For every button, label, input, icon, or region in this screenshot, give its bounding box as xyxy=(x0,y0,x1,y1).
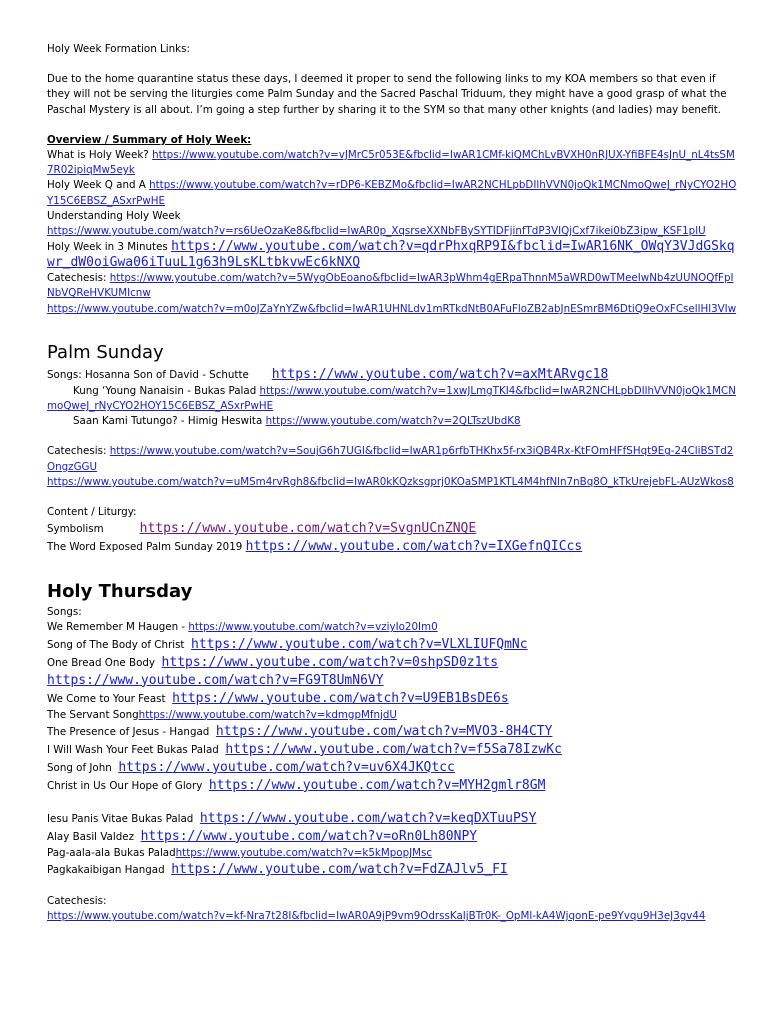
song-link[interactable]: https://www.youtube.com/watch?v=VLXLIUFQmNc xyxy=(191,636,528,652)
song-label: I Will Wash Your Feet Bukas Palad xyxy=(47,743,219,756)
song-label: The Servant Song xyxy=(47,708,139,721)
song-label: The Presence of Jesus - Hangad xyxy=(47,725,210,738)
song-row xyxy=(47,861,737,879)
palm-catechesis-link-2[interactable]: https://www.youtube.com/watch?v=uMSm4rvRgh8&fbclid=IwAR0kKQzksgprj0KOaSMP1KTL4M4hfNln7nBq8O_kTkUrejebFL-AUzWkos8 xyxy=(47,475,734,488)
song-row xyxy=(47,620,737,635)
overview-catechesis-link-2[interactable]: https://www.youtube.com/watch?v=m0oJZaYnYZw&fbclid=IwAR1UHNLdv1mRTkdNtB0AFuFloZB2abJnESmrBM6DtiQ9eOxFCsellHl3VIw xyxy=(47,302,737,315)
document-title: Holy Week Formation Links: xyxy=(47,43,190,55)
symbolism-link[interactable]: https://www.youtube.com/watch?v=SvgnUCnZNQE xyxy=(139,521,477,537)
song-row xyxy=(47,654,737,672)
song-link[interactable]: https://www.youtube.com/watch?v=U9EB1BsDE6s xyxy=(172,690,509,706)
song-label: Alay Basil Valdez xyxy=(47,830,135,843)
song-link[interactable]: https://www.youtube.com/watch?v=uv6X4JKQtcc xyxy=(118,759,455,775)
overview-three-row xyxy=(47,239,737,271)
overview-catechesis-label: Catechesis: xyxy=(47,272,107,285)
saan-label: Saan Kami Tutungo? - Himig Heswita xyxy=(73,415,263,428)
song-row xyxy=(47,810,737,828)
overview-catechesis-row xyxy=(47,271,737,301)
palm-sunday-heading: Palm Sunday xyxy=(47,341,164,363)
song-link[interactable]: https://www.youtube.com/watch?v=MVO3-8H4CTY xyxy=(215,723,553,739)
three-minutes-link[interactable]: https://www.youtube.com/watch?v=qdrPhxqRP9I&fbclid=IwAR16NK_OWqY3VJdGSkqwr_dW0oiGwa06iTuuL1g63h9LsKLtbkvwEc6kNXQ xyxy=(47,239,735,271)
overview-catechesis-link-1[interactable]: https://www.youtube.com/watch?v=5WygObEoano&fbclid=IwAR3pWhm4gERpaThnnM5aWRD0wTMeeIwNb4zUUNOQfFpINbVQReHVKUMIcnw xyxy=(47,272,734,300)
qa-label: Holy Week Q and A xyxy=(47,179,146,192)
song-row xyxy=(47,708,737,723)
hosanna-link[interactable]: https://www.youtube.com/watch?v=axMtARvgc18 xyxy=(271,366,609,382)
song-row xyxy=(47,723,737,741)
song-row xyxy=(47,741,737,759)
song-label: We Remember M Haugen - xyxy=(47,621,189,634)
word-exposed-link[interactable]: https://www.youtube.com/watch?v=IXGefnQICcs xyxy=(245,539,583,555)
thursday-catechesis-label: Catechesis: xyxy=(47,895,107,908)
song-link[interactable]: https://www.youtube.com/watch?v=0shpSD0z1ts xyxy=(161,654,499,670)
palm-catechesis-label: Catechesis: xyxy=(47,445,107,458)
song-label: One Bread One Body xyxy=(47,656,155,669)
song-link[interactable]: https://www.youtube.com/watch?v=k5kMpopJMsc xyxy=(175,846,433,859)
saan-link[interactable]: https://www.youtube.com/watch?v=2QLTszUbdK8 xyxy=(265,415,521,428)
thursday-songs-label: Songs: xyxy=(47,606,82,619)
song-row xyxy=(47,690,737,708)
song-row xyxy=(47,777,737,795)
symbolism-row xyxy=(47,520,737,538)
song-row xyxy=(47,636,737,654)
song-label: Iesu Panis Vitae Bukas Palad xyxy=(47,812,194,825)
song-label: Pag-aala-ala Bukas Palad xyxy=(47,846,176,859)
symbolism-label: Symbolism xyxy=(47,523,104,536)
kung-link[interactable]: https://www.youtube.com/watch?v=1xwJLmgTKI4&fbclid=IwAR2NCHLpbDIlhVVN0joQk1MCNmoQweJ_rNyCYO2HOY15C6EBSZ_ASxrPwHE xyxy=(47,384,736,413)
song-link[interactable]: https://www.youtube.com/watch?v=oRn0Lh80NPY xyxy=(140,828,478,844)
song-label: Christ in Us Our Hope of Glory xyxy=(47,779,203,792)
song-link[interactable]: https://www.youtube.com/watch?v=keqDXTuuPSY xyxy=(199,810,537,826)
song-label: We Come to Your Feast xyxy=(47,692,166,705)
palm-catechesis-link-1[interactable]: https://www.youtube.com/watch?v=SoujG6h7UGI&fbclid=IwAR1p6rfbTHKhx5f-rx3iQB4Rx-KtFOmHFfSHqt9Eg-24CliBSTd2OngzGGU xyxy=(47,445,734,473)
intro-paragraph: Due to the home quarantine status these days, I deemed it proper to send the following links to my KOA members so that even if they will not be serving the liturgies come Palm Sunday and the Sacred Paschal Triduum, they might have a good grasp of what the Paschal Mystery is all about. I’m going a step further by sharing it to the SYM so that many other knights (and ladies) may benefit. xyxy=(47,73,727,116)
thursday-songs-list-2 xyxy=(47,690,737,795)
palm-songs-label: Songs: Hosanna Son of David - Schutte xyxy=(47,368,249,381)
song-row xyxy=(47,846,737,861)
thursday-songs-list-3 xyxy=(47,810,737,879)
overview-heading: Overview / Summary of Holy Week: xyxy=(47,133,252,146)
what-label: What is Holy Week? xyxy=(47,149,149,162)
song-label: Song of The Body of Christ xyxy=(47,638,185,651)
what-link[interactable]: https://www.youtube.com/watch?v=vJMrC5r053E&fbclid=IwAR1CMf-kiQMChLvBVXH0nRJUX-YfiBFE4sJnU_nL4tsSM7R02ipiqMw5eyk xyxy=(47,149,735,177)
thursday-catechesis-link[interactable]: https://www.youtube.com/watch?v=kf-Nra7t28I&fbclid=IwAR0A9jP9vm9OdrssKaIjBTr0K-_OpMl-kA4WjqonE-pe9Yvqu9H3eJ3gv44 xyxy=(47,910,706,923)
word-exposed-label: The Word Exposed Palm Sunday 2019 xyxy=(47,541,243,554)
song-label: Pagkakaibigan Hangad xyxy=(47,864,165,877)
song-label: Song of John xyxy=(47,761,112,774)
kung-label: Kung ‘Young Nanaisin - Bukas Palad xyxy=(73,384,257,397)
word-exposed-row xyxy=(47,538,737,556)
understanding-label: Understanding Holy Week xyxy=(47,209,181,222)
kung-row xyxy=(47,384,737,414)
document-content xyxy=(47,42,737,924)
holy-thursday-heading: Holy Thursday xyxy=(47,581,193,603)
song-link[interactable]: https://www.youtube.com/watch?v=f5Sa78IzwKc xyxy=(225,741,562,757)
song-row xyxy=(47,759,737,777)
song-link[interactable]: https://www.youtube.com/watch?v=vziyIo20Im0 xyxy=(188,621,438,634)
song-link[interactable]: https://www.youtube.com/watch?v=FdZAJlv5_FI xyxy=(171,862,508,878)
song-link[interactable]: https://www.youtube.com/watch?v=MYH2gmlr8GM xyxy=(208,777,546,793)
thursday-songs-list-1 xyxy=(47,620,737,671)
content-liturgy-label: Content / Liturgy: xyxy=(47,506,137,519)
overview-qa-row xyxy=(47,178,737,208)
song-row xyxy=(47,828,737,846)
palm-catechesis-row xyxy=(47,444,737,474)
palm-songs-row xyxy=(47,366,737,384)
understanding-link[interactable]: https://www.youtube.com/watch?v=rs6UeOzaKe8&fbclid=IwAR0p_XqsrseXXNbFBySYTIDFjinfTdP3VIQjCxf7ikei0bZ3ipw_KSF1plU xyxy=(47,225,706,238)
song-link[interactable]: https://www.youtube.com/watch?v=kdmgpMfnjdU xyxy=(138,708,397,721)
saan-row xyxy=(47,414,737,429)
overview-what-row xyxy=(47,148,737,178)
thursday-extra-link[interactable]: https://www.youtube.com/watch?v=FG9T8UmN6VY xyxy=(47,672,384,688)
three-label: Holy Week in 3 Minutes xyxy=(47,241,168,254)
qa-link[interactable]: https://www.youtube.com/watch?v=rDP6-KEBZMo&fbclid=IwAR2NCHLpbDIlhVVN0joQk1MCNmoQweJ_rNyCYO2HOY15C6EBSZ_ASxrPwHE xyxy=(47,179,737,207)
